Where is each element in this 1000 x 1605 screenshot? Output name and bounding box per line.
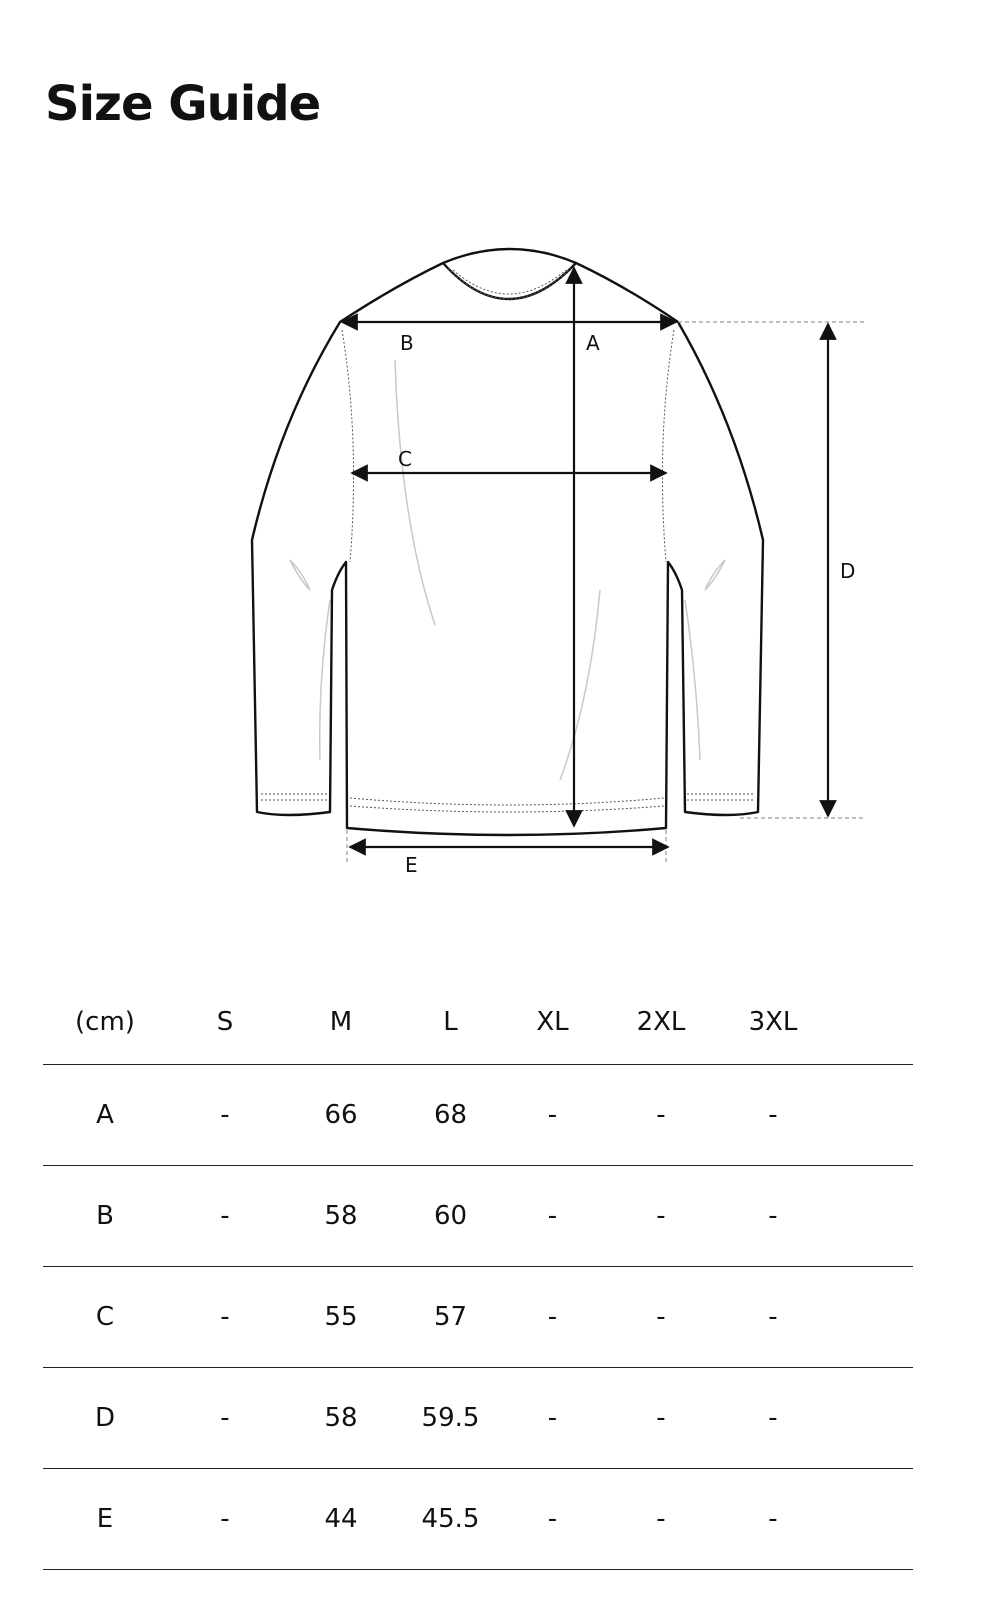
page-title: Size Guide (45, 76, 321, 132)
sweatshirt-outline (252, 249, 763, 835)
table-cell: - (768, 1504, 778, 1534)
table-cell: 60 (433, 1201, 468, 1231)
size-header: L (443, 1007, 458, 1037)
table-cell: 68 (433, 1100, 468, 1130)
table-cell: 55 (324, 1302, 358, 1332)
measure-b-label: B (400, 331, 414, 355)
table-cell: 44 (324, 1504, 358, 1534)
table-cell: - (547, 1302, 558, 1332)
row-label: D (94, 1403, 116, 1433)
row-label: C (95, 1302, 115, 1332)
fold-shading (290, 360, 725, 780)
table-row (43, 1267, 913, 1368)
table-cell: - (656, 1504, 666, 1534)
measure-e-label: E (405, 853, 418, 877)
table-cell: 59.5 (421, 1403, 480, 1433)
table-cell: 45.5 (421, 1504, 480, 1534)
size-header: 2XL (636, 1007, 686, 1037)
table-cell: - (656, 1403, 666, 1433)
table-cell: - (220, 1403, 230, 1433)
table-cell: - (220, 1302, 230, 1332)
size-header: 3XL (748, 1007, 798, 1037)
table-row (43, 1065, 913, 1166)
table-cell: 57 (433, 1302, 468, 1332)
table-cell: 58 (324, 1201, 358, 1231)
measure-c-label: C (398, 447, 412, 471)
table-cell: - (547, 1201, 558, 1231)
table-cell: - (768, 1201, 778, 1231)
table-cell: - (220, 1504, 230, 1534)
stitch-lines (261, 268, 755, 812)
table-row (43, 1469, 913, 1570)
size-table (43, 980, 913, 1570)
table-cell: - (656, 1302, 666, 1332)
table-cell: - (547, 1504, 558, 1534)
size-table-header (43, 980, 913, 1065)
table-cell: 58 (324, 1403, 358, 1433)
table-row (43, 1368, 913, 1469)
row-label: B (96, 1201, 114, 1231)
table-cell: - (768, 1302, 778, 1332)
size-header: XL (536, 1007, 569, 1037)
table-cell: - (547, 1100, 558, 1130)
row-label: A (96, 1100, 114, 1130)
size-header: M (329, 1007, 353, 1037)
table-cell: - (656, 1100, 666, 1130)
table-cell: - (220, 1201, 230, 1231)
table-cell: - (656, 1201, 666, 1231)
table-cell: - (220, 1100, 230, 1130)
table-row (43, 1166, 913, 1267)
table-cell: - (547, 1403, 558, 1433)
measure-a-label: A (586, 331, 600, 355)
row-label: E (96, 1504, 114, 1534)
unit-label: (cm) (75, 1007, 135, 1037)
table-cell: 66 (324, 1100, 358, 1130)
size-header: S (216, 1007, 234, 1037)
table-cell: - (768, 1100, 778, 1130)
measure-d-label: D (840, 559, 856, 583)
table-cell: - (768, 1403, 778, 1433)
